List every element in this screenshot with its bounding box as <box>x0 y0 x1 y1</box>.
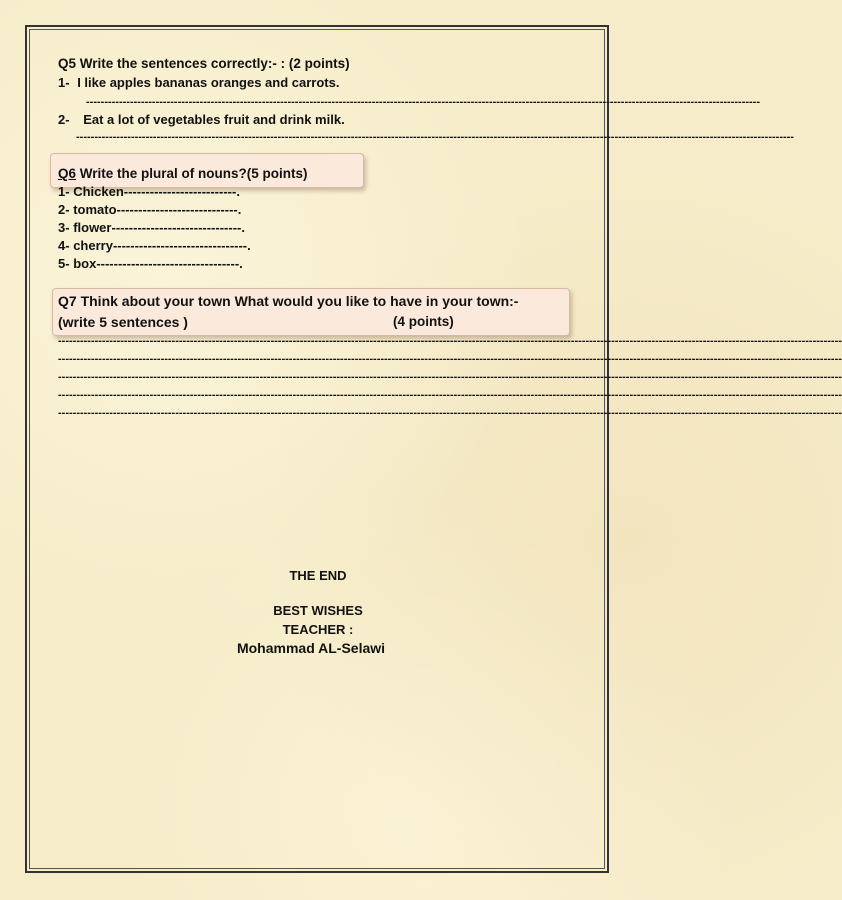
q5-number: Q5 <box>58 56 77 71</box>
q5-title: Write the sentences correctly:- : (2 points) <box>79 56 350 71</box>
q6-item-2 <box>58 202 241 217</box>
q7-number: Q7 <box>58 293 77 309</box>
q7-answer-line-3[interactable]: ---------------------------------------------------------------------------------------------------------------------------------------------------------------------------------------------------------------------- <box>58 371 842 383</box>
q6-item-5-number: 5- <box>58 256 70 271</box>
q6-title: Write the plural of nouns?(5 points) <box>79 166 308 181</box>
q5-answer-line-1[interactable]: ---------------------------------------------------------------------------------------------------------------------------------------------------------------------------------------- <box>86 96 761 108</box>
q5-sentence-2-text: Eat a lot of vegetables fruit and drink milk. <box>83 112 345 127</box>
q6-number: Q6 <box>58 166 77 181</box>
q6-item-1-blank[interactable]: --------------------------. <box>123 184 240 199</box>
q6-item-1-number: 1- <box>58 184 70 199</box>
q5-sentence-1-text: I like apples bananas oranges and carrots. <box>77 75 340 90</box>
q6-item-5 <box>58 256 243 271</box>
q6-item-5-word: box <box>73 256 97 271</box>
q7-answer-line-5[interactable]: ---------------------------------------------------------------------------------------------------------------------------------------------------------------------------------------------------------------------- <box>58 407 842 419</box>
q6-item-3 <box>58 220 245 235</box>
best-wishes-text: BEST WISHES <box>273 603 363 618</box>
q7-title: Think about your town What would you like to have in your town:- <box>80 293 519 309</box>
teacher-label: TEACHER : <box>282 622 354 637</box>
q6-item-5-blank[interactable]: ---------------------------------. <box>96 256 243 271</box>
the-end-text: THE END <box>289 568 347 583</box>
q5-answer-line-2[interactable]: ---------------------------------------------------------------------------------------------------------------------------------------------------------------------------------------------------- <box>76 131 794 143</box>
q6-item-4-number: 4- <box>58 238 70 253</box>
q5-sentence-1 <box>58 75 339 90</box>
q5-heading <box>58 56 350 71</box>
q6-item-3-word: flower <box>73 220 112 235</box>
q6-item-3-number: 3- <box>58 220 70 235</box>
q7-answer-line-2[interactable]: ---------------------------------------------------------------------------------------------------------------------------------------------------------------------------------------------------------------------- <box>58 353 842 365</box>
q6-item-2-number: 2- <box>58 202 70 217</box>
q5-sentence-2 <box>58 112 345 127</box>
q6-item-4-blank[interactable]: -------------------------------. <box>112 238 251 253</box>
teacher-name: Mohammad AL-Selawi <box>236 640 386 656</box>
q5-sentence-2-number: 2- <box>58 112 70 127</box>
q6-item-1 <box>58 184 240 199</box>
q5-sentence-1-number: 1- <box>58 75 70 90</box>
q6-item-2-blank[interactable]: ----------------------------. <box>116 202 242 217</box>
q7-answer-line-1[interactable]: ---------------------------------------------------------------------------------------------------------------------------------------------------------------------------------------------------------------------- <box>58 335 842 347</box>
q6-heading <box>58 166 308 181</box>
q6-item-2-word: tomato <box>73 202 117 217</box>
q7-points: (4 points) <box>393 314 454 329</box>
q7-subtitle: (write 5 sentences ) <box>58 314 188 330</box>
q7-heading <box>58 293 518 309</box>
q6-item-1-word: Chicken <box>73 184 124 199</box>
q6-item-4 <box>58 238 251 253</box>
q7-answer-line-4[interactable]: ---------------------------------------------------------------------------------------------------------------------------------------------------------------------------------------------------------------------- <box>58 389 842 401</box>
q6-item-4-word: cherry <box>73 238 113 253</box>
q6-item-3-blank[interactable]: ------------------------------. <box>111 220 245 235</box>
